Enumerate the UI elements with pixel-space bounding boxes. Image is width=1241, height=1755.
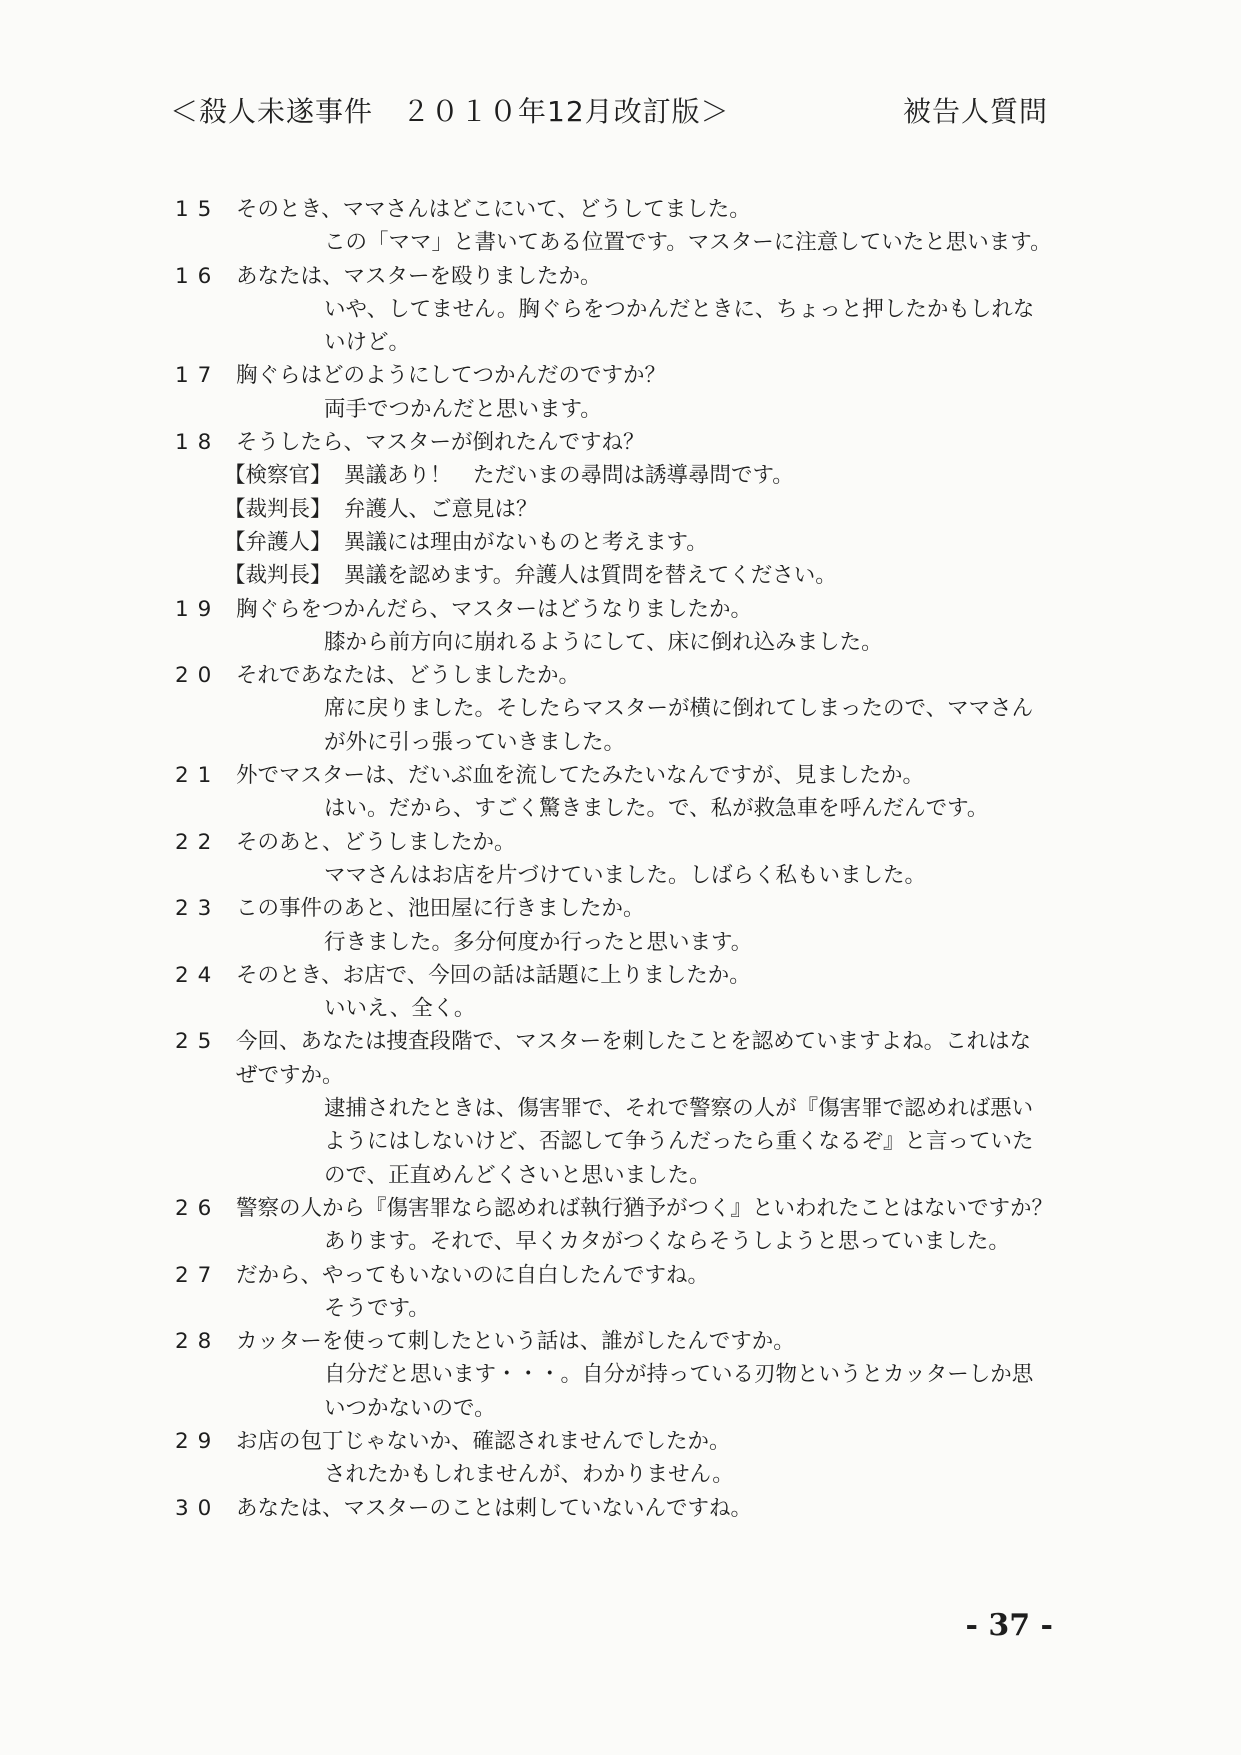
answer-line (170, 626, 1050, 659)
line-text: お店の包丁じゃないか、確認されませんでしたか。 (236, 1428, 731, 1454)
question-line (170, 1192, 1054, 1225)
answer-line (170, 859, 1050, 892)
line-text: が外に引っ張っていきました。 (324, 729, 626, 755)
line-text: 異議あり！ ただいまの尋問は誘導尋問です。 (344, 463, 794, 489)
line-text: 逮捕されたときは、傷害罪で、それで警察の人が『傷害罪で認めれば悪い (324, 1096, 1034, 1122)
line-text: 警察の人から『傷害罪なら認めれば執行猶予がつく』といわれたことはないですか？ (236, 1195, 1054, 1221)
question-line (170, 1325, 1050, 1358)
objection-line (170, 559, 1050, 592)
document-title: ＜殺人未遂事件 ２０１０年12月改訂版＞ (170, 95, 730, 128)
answer-line (170, 726, 1050, 759)
question-number: 24 (175, 962, 221, 988)
answer-line (170, 393, 1050, 426)
speaker-label: 【裁判長】 (224, 496, 332, 522)
question-line (170, 892, 1050, 925)
line-text: されたかもしれませんが、わかりません。 (324, 1462, 734, 1488)
question-line (170, 959, 1050, 992)
question-number: 30 (175, 1495, 221, 1521)
question-number: 26 (175, 1195, 221, 1221)
question-number: 27 (175, 1262, 221, 1288)
answer-line (170, 1125, 1050, 1158)
line-text: この「ママ」と書いてある位置です。マスターに注意していたと思います。 (324, 230, 1052, 256)
answer-line (170, 792, 1050, 825)
speaker-label: 【裁判長】 (224, 563, 332, 589)
line-text: あなたは、マスターを殴りましたか。 (236, 263, 602, 289)
line-text: いつかないので。 (324, 1395, 496, 1421)
line-text: はい。だから、すごく驚きました。で、私が救急車を呼んだんです。 (324, 796, 989, 822)
objection-line (170, 526, 1050, 559)
question-line (170, 1059, 1050, 1092)
question-number: 16 (175, 263, 221, 289)
question-number: 19 (175, 596, 221, 622)
line-text: あります。それで、早くカタがつくならそうしようと思っていました。 (324, 1229, 1010, 1255)
line-text: 両手でつかんだと思います。 (324, 396, 602, 422)
line-text: いや、してません。胸ぐらをつかんだときに、ちょっと押したかもしれな (324, 296, 1035, 322)
line-text: それであなたは、どうしましたか。 (236, 663, 581, 689)
question-number: 15 (175, 197, 221, 222)
section-title: 被告人質問 (902, 95, 1048, 128)
line-text: 弁護人、ご意見は？ (344, 496, 538, 522)
answer-line (170, 1358, 1050, 1391)
question-line (170, 1259, 1050, 1292)
line-text: そうです。 (324, 1295, 430, 1321)
question-line (170, 1025, 1050, 1058)
line-text: ママさんはお店を片づけていました。しばらく私もいました。 (324, 862, 927, 888)
question-number: 25 (175, 1029, 221, 1055)
line-text: カッターを使って刺したという話は、誰がしたんですか。 (236, 1329, 795, 1355)
question-line (170, 593, 1050, 626)
question-line (170, 193, 1050, 226)
answer-line (170, 1159, 1050, 1192)
question-line (170, 426, 1050, 459)
line-text: この事件のあと、池田屋に行きましたか。 (236, 896, 645, 922)
question-line (170, 359, 1050, 392)
question-number: 21 (175, 763, 221, 789)
line-text: そのとき、お店で、今回の話は話題に上りましたか。 (236, 962, 751, 988)
line-text: だから、やってもいないのに自白したんですね。 (236, 1262, 710, 1288)
answer-line (170, 293, 1050, 326)
question-number: 23 (175, 896, 221, 922)
answer-line (170, 226, 1050, 259)
answer-line (170, 926, 1050, 959)
answer-line (170, 1392, 1050, 1425)
line-text: 異議には理由がないものと考えます。 (344, 529, 708, 555)
line-text: 外でマスターは、だいぶ血を流してたみたいなんですが、見ましたか。 (236, 763, 925, 789)
question-line (170, 260, 1050, 293)
question-number: 18 (175, 430, 221, 456)
answer-line (170, 992, 1050, 1025)
question-number: 20 (175, 663, 221, 689)
line-text: そのあと、どうしましたか。 (236, 829, 516, 855)
line-text: 今回、あなたは捜査段階で、マスターを刺したことを認めていますよね。これはな (236, 1029, 1032, 1055)
line-text: 自分だと思います・・・。自分が持っている刃物というとカッターしか思 (324, 1362, 1034, 1388)
line-text: 膝から前方向に崩れるようにして、床に倒れ込みました。 (324, 629, 883, 655)
line-text: そうしたら、マスターが倒れたんですね？ (236, 430, 645, 456)
line-text: ようにはしないけど、否認して争うんだったら重くなるぞ』と言っていた (324, 1129, 1034, 1155)
answer-line (170, 326, 1050, 359)
line-text: 席に戻りました。そしたらマスターが横に倒れてしまったので、ママさん (324, 696, 1034, 722)
transcript-body (170, 193, 1054, 1525)
objection-line (170, 459, 1050, 492)
line-text: ぜですか。 (236, 1062, 344, 1088)
page-number: - 37 - (965, 1608, 1053, 1643)
answer-line (170, 1458, 1050, 1491)
question-line (170, 1492, 1050, 1525)
question-number: 17 (175, 363, 221, 389)
speaker-label: 【検察官】 (224, 463, 332, 489)
question-line (170, 759, 1050, 792)
line-text: 異議を認めます。弁護人は質問を替えてください。 (344, 563, 837, 589)
question-number: 22 (175, 829, 221, 855)
line-text: いいえ、全く。 (324, 996, 476, 1022)
line-text: ので、正直めんどくさいと思いました。 (324, 1162, 711, 1188)
answer-line (170, 1092, 1050, 1125)
line-text: 胸ぐらはどのようにしてつかんだのですか？ (236, 363, 667, 389)
line-text: そのとき、ママさんはどこにいて、どうしてました。 (236, 197, 751, 222)
line-text: あなたは、マスターのことは刺していないんですね。 (236, 1495, 753, 1521)
question-number: 28 (175, 1329, 221, 1355)
line-text: いけど。 (324, 330, 411, 356)
answer-line (170, 1292, 1050, 1325)
speaker-label: 【弁護人】 (224, 529, 332, 555)
question-line (170, 826, 1050, 859)
answer-line (170, 692, 1050, 725)
objection-line (170, 493, 1050, 526)
question-line (170, 659, 1050, 692)
question-number: 29 (175, 1428, 221, 1454)
line-text: 胸ぐらをつかんだら、マスターはどうなりましたか。 (236, 596, 753, 622)
line-text: 行きました。多分何度か行ったと思います。 (324, 929, 753, 955)
question-line (170, 1425, 1050, 1458)
answer-line (170, 1225, 1050, 1258)
